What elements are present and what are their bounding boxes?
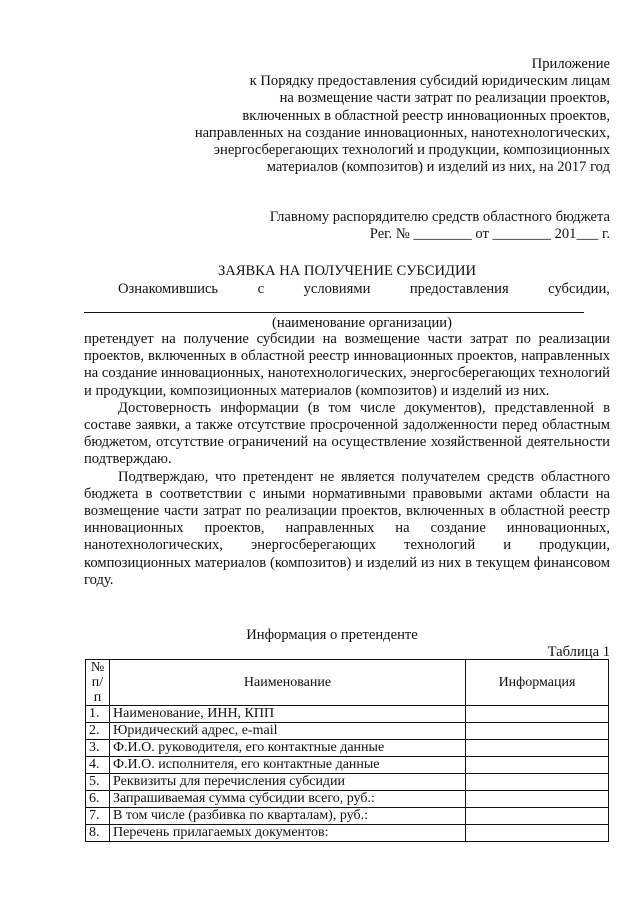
appendix-line: направленных на создание инновационных, нанотехнологических, bbox=[194, 124, 610, 141]
appendix-line: к Порядку предоставления субсидий юридическим лицам bbox=[249, 73, 610, 90]
appendix-line: материалов (композитов) и изделий из них, на 2017 год bbox=[266, 159, 610, 176]
application-title: ЗАЯВКА НА ПОЛУЧЕНИЕ СУБСИДИИ bbox=[217, 263, 477, 279]
table-title: Информация о претенденте bbox=[246, 627, 418, 643]
intro-word: с bbox=[257, 281, 265, 297]
row-label: Наименование, ИНН, КПП bbox=[110, 706, 466, 723]
row-value[interactable] bbox=[466, 808, 609, 825]
appendix-header bbox=[50, 56, 610, 176]
paragraph-statement: Подтверждаю, что претендент не является получателем средств областного бюджета в соответствии с иными нормативными правовыми актами области на возмещение части затрат по реализации проектов, включенных в областной реестр инновационных проектов, направленных на создание инновационных, нанотехнологических, энергосберегающих технологий и продукции, композиционных материалов (композитов) и изделий из них в текущем финансовом году. bbox=[84, 468, 610, 588]
row-label: В том числе (разбивка по кварталам), руб.: bbox=[110, 808, 466, 825]
row-number: 5. bbox=[86, 774, 110, 791]
row-number: 7. bbox=[86, 808, 110, 825]
table-row bbox=[86, 723, 609, 740]
table-row bbox=[86, 774, 609, 791]
table-label: Таблица 1 bbox=[547, 644, 610, 660]
paragraph-claim: претендует на получение субсидии на возмещение части затрат по реализации проектов, включенных в областной реестр инновационных проектов, направленных на создание инновационных, нанотехнологических, энергосберегающих технологий и продукции, композиционных материалов (композитов) и изделий из них. bbox=[84, 331, 610, 399]
row-number: 4. bbox=[86, 757, 110, 774]
row-value[interactable] bbox=[466, 723, 609, 740]
intro-word: субсидии, bbox=[548, 281, 610, 297]
row-number: 8. bbox=[86, 825, 110, 842]
organization-name-blank[interactable] bbox=[84, 301, 584, 313]
header-name: Наименование bbox=[110, 660, 466, 706]
registration-line: Рег. № ________ от ________ 201___ г. bbox=[369, 226, 610, 243]
intro-word: Ознакомившись bbox=[118, 281, 219, 297]
row-value[interactable] bbox=[466, 774, 609, 791]
application-body bbox=[84, 331, 610, 589]
table-row bbox=[86, 825, 609, 842]
table-header-row bbox=[86, 660, 609, 706]
row-label: Запрашиваемая сумма субсидии всего, руб.: bbox=[110, 791, 466, 808]
addressee-line: Главному распорядителю средств областного бюджета bbox=[269, 209, 610, 225]
row-label: Перечень прилагаемых документов: bbox=[110, 825, 466, 842]
intro-word: условиями bbox=[303, 281, 371, 297]
row-label: Юридический адрес, e-mail bbox=[110, 723, 466, 740]
appendix-line: энергосберегающих технологий и продукции, композиционных bbox=[213, 142, 610, 159]
row-value[interactable] bbox=[466, 825, 609, 842]
row-label: Ф.И.О. исполнителя, его контактные данные bbox=[110, 757, 466, 774]
applicant-info-table bbox=[85, 659, 609, 842]
row-number: 2. bbox=[86, 723, 110, 740]
table-row bbox=[86, 791, 609, 808]
header-info: Информация bbox=[466, 660, 609, 706]
appendix-line: на возмещение части затрат по реализации проектов, bbox=[279, 90, 610, 107]
organization-caption: (наименование организации) bbox=[272, 315, 452, 331]
row-label: Реквизиты для перечисления субсидии bbox=[110, 774, 466, 791]
table-row bbox=[86, 808, 609, 825]
row-number: 3. bbox=[86, 740, 110, 757]
row-value[interactable] bbox=[466, 740, 609, 757]
row-label: Ф.И.О. руководителя, его контактные данные bbox=[110, 740, 466, 757]
row-value[interactable] bbox=[466, 757, 609, 774]
intro-word: предоставления bbox=[409, 281, 509, 297]
appendix-line: включенных в областной реестр инновационных проектов, bbox=[242, 107, 610, 124]
intro-line bbox=[84, 281, 610, 313]
addressee-block bbox=[50, 209, 610, 243]
table-row bbox=[86, 706, 609, 723]
table-row bbox=[86, 740, 609, 757]
paragraph-confirmation: Достоверность информации (в том числе документов), представленной в составе заявки, а также отсутствие просроченной задолженности перед областным бюджетом, отсутствие ограничений на осуществление хозяйственной деятельности подтверждаю. bbox=[84, 399, 610, 468]
header-number: № п/п bbox=[86, 660, 110, 706]
table-row bbox=[86, 757, 609, 774]
appendix-line: Приложение bbox=[531, 56, 610, 72]
row-value[interactable] bbox=[466, 706, 609, 723]
row-number: 1. bbox=[86, 706, 110, 723]
row-number: 6. bbox=[86, 791, 110, 808]
row-value[interactable] bbox=[466, 791, 609, 808]
